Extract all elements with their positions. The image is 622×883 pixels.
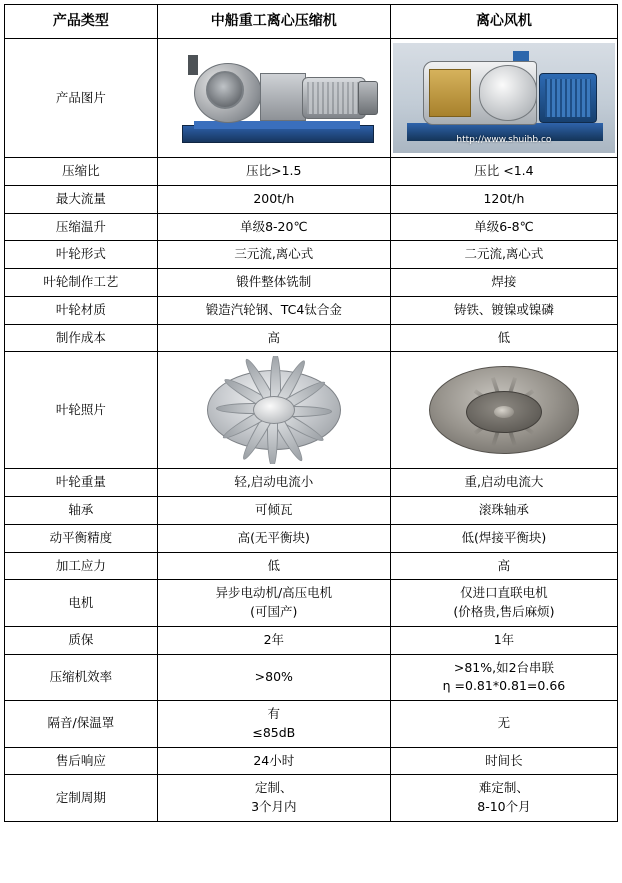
value-cell-b: 时间长 [390, 747, 617, 775]
value-line: 难定制、 [478, 780, 529, 796]
table-row [5, 213, 618, 241]
header-cell-type: 产品类型 [5, 5, 158, 39]
table-row [5, 580, 618, 627]
value-cell-a: 压比>1.5 [157, 158, 390, 186]
table-row [5, 775, 618, 822]
value-cell-b: 高 [390, 552, 617, 580]
value-line: >81%,如2台串联 [453, 659, 555, 675]
table-row [5, 296, 618, 324]
value-cell-a: 单级8-20℃ [157, 213, 390, 241]
row-label: 叶轮制作工艺 [5, 269, 158, 297]
table-header-row [5, 5, 618, 39]
value-cell-b [390, 580, 617, 627]
value-cell-b: 压比 <1.4 [390, 158, 617, 186]
value-line: 有 [267, 706, 281, 721]
table-row [5, 324, 618, 352]
product-image-cell-b [390, 39, 617, 158]
value-cell-b: 滚珠轴承 [390, 497, 617, 525]
value-cell-a: 200t/h [157, 185, 390, 213]
value-cell-a: 高 [157, 324, 390, 352]
value-cell-a: 高(无平衡块) [157, 524, 390, 552]
table-row [5, 654, 618, 701]
impeller-image-cell-b [390, 352, 617, 469]
table-row [5, 552, 618, 580]
value-cell-b [390, 775, 617, 822]
value-cell-a: 低 [157, 552, 390, 580]
row-label: 最大流量 [5, 185, 158, 213]
row-label: 动平衡精度 [5, 524, 158, 552]
value-cell-a: 可倾瓦 [157, 497, 390, 525]
value-cell-b: 低 [390, 324, 617, 352]
centrifugal-blower-photo [393, 43, 615, 153]
value-line: ≤85dB [252, 724, 296, 740]
value-cell-b: 二元流,离心式 [390, 241, 617, 269]
row-label: 加工应力 [5, 552, 158, 580]
value-cell-b: 低(焊接平衡块) [390, 524, 617, 552]
comparison-table [4, 4, 618, 822]
table-row [5, 39, 618, 158]
value-line: 异步电动机/高压电机 [215, 585, 333, 601]
table-row [5, 352, 618, 469]
row-label: 轴承 [5, 497, 158, 525]
value-line: 定制、 [255, 780, 293, 796]
header-cell-product-b: 离心风机 [390, 5, 617, 39]
row-label: 产品图片 [5, 39, 158, 158]
value-cell-b: 重,启动电流大 [390, 469, 617, 497]
value-cell-a: 轻,启动电流小 [157, 469, 390, 497]
impeller-image-cell-a [157, 352, 390, 469]
table-row [5, 524, 618, 552]
table-row [5, 469, 618, 497]
value-cell-a: 2年 [157, 626, 390, 654]
value-cell-b: 单级6-8℃ [390, 213, 617, 241]
value-cell-b: 铸铁、镀镍或镍磷 [390, 296, 617, 324]
value-line: 仅进口直联电机 [460, 585, 548, 601]
header-cell-product-a: 中船重工离心压缩机 [157, 5, 390, 39]
value-cell-a [157, 701, 390, 748]
welded-2d-impeller-photo [393, 356, 615, 464]
row-label: 叶轮形式 [5, 241, 158, 269]
row-label: 压缩温升 [5, 213, 158, 241]
value-cell-a: 三元流,离心式 [157, 241, 390, 269]
value-cell-a: 24小时 [157, 747, 390, 775]
row-label: 压缩比 [5, 158, 158, 186]
value-cell-a [157, 775, 390, 822]
value-line: (价格贵,售后麻烦) [453, 604, 555, 619]
table-row [5, 158, 618, 186]
value-cell-b: 120t/h [390, 185, 617, 213]
row-label: 压缩机效率 [5, 654, 158, 701]
row-label: 定制周期 [5, 775, 158, 822]
value-cell-a: 锻造汽轮钢、TC4钛合金 [157, 296, 390, 324]
value-cell-b: 1年 [390, 626, 617, 654]
table-row [5, 626, 618, 654]
table-row [5, 269, 618, 297]
row-label: 售后响应 [5, 747, 158, 775]
row-label: 叶轮照片 [5, 352, 158, 469]
table-row [5, 497, 618, 525]
table-row [5, 185, 618, 213]
table-row [5, 701, 618, 748]
value-cell-a [157, 580, 390, 627]
value-cell-b: 无 [390, 701, 617, 748]
value-line: 8-10个月 [477, 799, 531, 814]
table-row [5, 241, 618, 269]
table-row [5, 747, 618, 775]
watermark-text-b: http://www.shuihb.co [456, 134, 552, 145]
value-cell-b: 焊接 [390, 269, 617, 297]
value-line: (可国产) [250, 604, 298, 619]
row-label: 制作成本 [5, 324, 158, 352]
value-line: η =0.81*0.81=0.66 [442, 678, 566, 694]
value-line: 3个月内 [251, 799, 297, 814]
row-label: 质保 [5, 626, 158, 654]
row-label: 电机 [5, 580, 158, 627]
milled-3d-impeller-photo [160, 356, 388, 464]
value-cell-a: >80% [157, 654, 390, 701]
value-cell-b [390, 654, 617, 701]
centrifugal-compressor-photo [160, 43, 388, 153]
product-image-cell-a [157, 39, 390, 158]
value-cell-a: 锻件整体铣制 [157, 269, 390, 297]
row-label: 隔音/保温罩 [5, 701, 158, 748]
row-label: 叶轮材质 [5, 296, 158, 324]
row-label: 叶轮重量 [5, 469, 158, 497]
